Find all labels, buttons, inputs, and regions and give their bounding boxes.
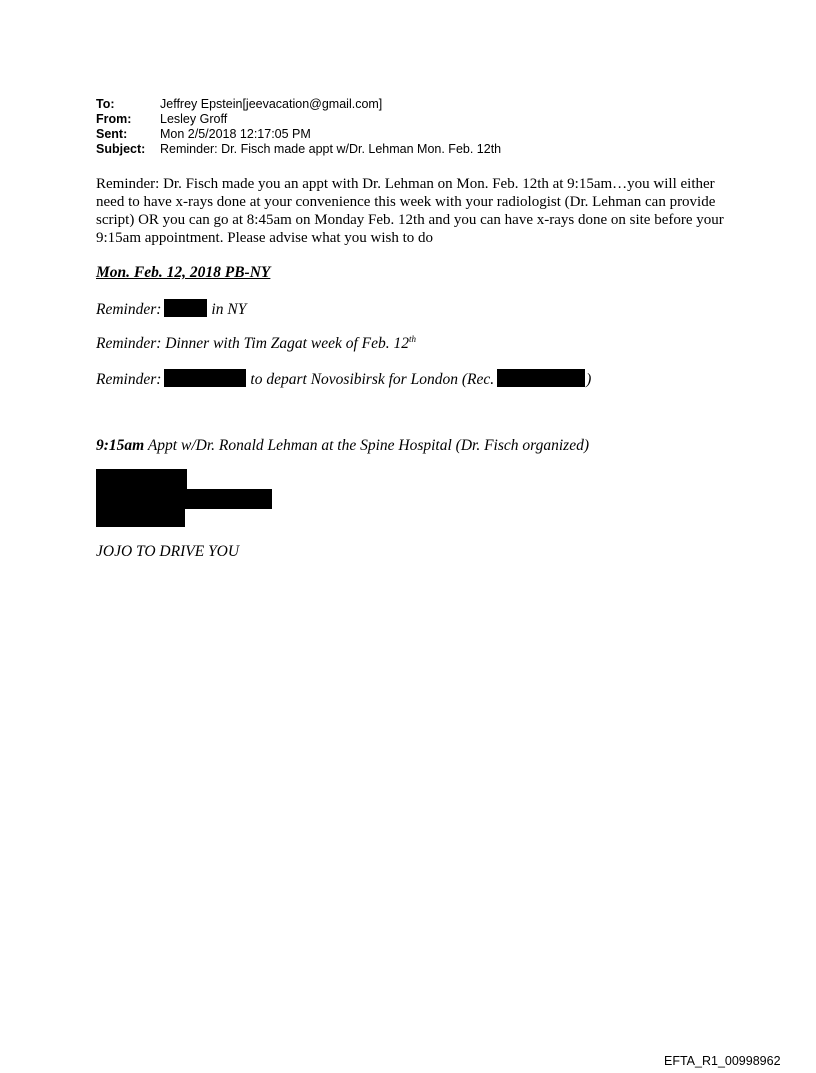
to-value: Jeffrey Epstein[jeevacation@gmail.com] <box>160 97 383 111</box>
sent-row <box>96 127 501 142</box>
from-row <box>96 112 501 127</box>
reminder-2 <box>96 334 416 353</box>
reminder-3-prefix: Reminder: <box>96 371 162 388</box>
redaction-block <box>96 508 185 527</box>
reminder-3-middle: to depart Novosibirsk for London (Rec. <box>250 371 495 388</box>
subject-row <box>96 142 501 157</box>
redaction-box <box>164 299 207 317</box>
redaction-block <box>96 469 187 490</box>
reminder-1 <box>96 299 246 319</box>
redaction-box <box>497 369 585 387</box>
email-body-paragraph: Reminder: Dr. Fisch made you an appt with Dr. Lehman on Mon. Feb. 12th at 9:15am…you will either need to have x-rays done at your convenience this week with your radiologist (Dr. Lehman can provide script) OR you can go at 8:45am on Monday Feb. 12th and you can have x-rays done on site before your 9:15am appointment. Please advise what you wish to do <box>96 176 724 246</box>
redaction-box <box>164 369 246 387</box>
sent-label: Sent: <box>96 127 128 141</box>
appointment-text: Appt w/Dr. Ronald Lehman at the Spine Hospital (Dr. Fisch organized) <box>147 437 589 454</box>
to-row <box>96 97 501 112</box>
reminder-2-text: Reminder: Dinner with Tim Zagat week of Feb. 12 <box>96 335 409 353</box>
subject-value: Reminder: Dr. Fisch made appt w/Dr. Lehman Mon. Feb. 12th <box>160 142 502 156</box>
to-label: To: <box>96 97 115 111</box>
from-value: Lesley Groff <box>160 112 228 126</box>
reminder-2-superscript: th <box>408 334 416 344</box>
subject-label: Subject: <box>96 142 146 156</box>
reminder-3-suffix: ) <box>586 371 592 388</box>
email-header <box>96 97 501 157</box>
sent-value: Mon 2/5/2018 12:17:05 PM <box>160 127 311 141</box>
redaction-block <box>96 489 272 509</box>
appointment-time: 9:15am <box>96 437 145 454</box>
reminder-1-suffix: in NY <box>211 301 247 318</box>
appointment-line <box>96 437 589 455</box>
reminder-3 <box>96 369 591 389</box>
driver-note: JOJO TO DRIVE YOU <box>96 543 240 560</box>
from-label: From: <box>96 112 132 126</box>
reminder-1-prefix: Reminder: <box>96 301 162 318</box>
document-id: EFTA_R1_00998962 <box>664 1054 781 1068</box>
schedule-heading: Mon. Feb. 12, 2018 PB-NY <box>96 264 271 281</box>
